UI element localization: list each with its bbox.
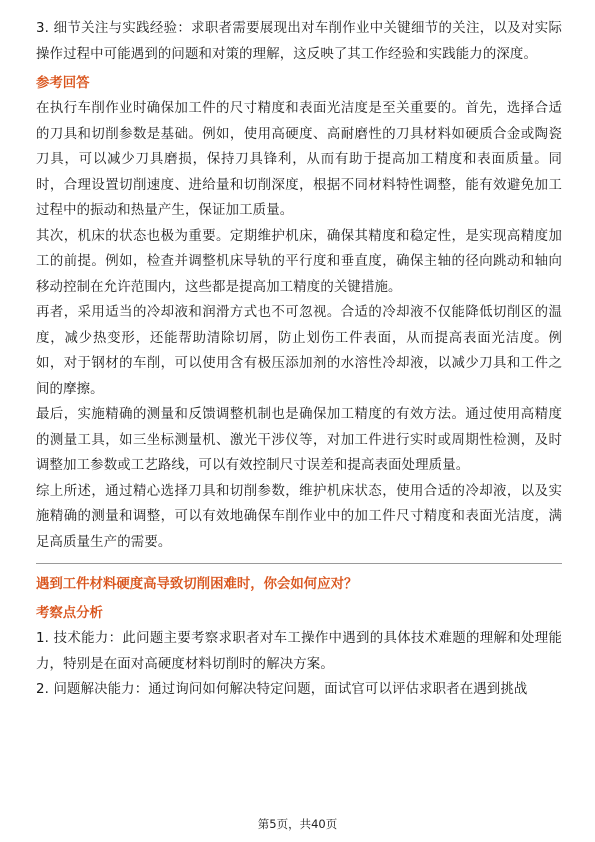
answer-section-title: 参考回答 [36, 76, 90, 91]
analysis-point: 2. 问题解决能力：通过询问如何解决特定问题，面试官可以评估求职者在遇到挑战 [36, 682, 528, 697]
answer-paragraph: 再者，采用适当的冷却液和润滑方式也不可忽视。合适的冷却液不仅能降低切削区的温度，减少热变形，还能帮助清除切屑，防止划伤工件表面，从而提高表面光洁度。例如，对于钢材的车削，可以使用含有极压添加剂的水溶性冷却液，以减少刀具和工件之间的摩擦。 [36, 305, 562, 397]
answer-paragraph: 在执行车削作业时确保加工件的尺寸精度和表面光洁度是至关重要的。首先，选择合适的刀具和切削参数是基础。例如，使用高硬度、高耐磨性的刀具材料如硬质合金或陶瓷刀具，可以减少刀具磨损，保持刀具锋利，从而有助于提高加工精度和表面质量。同时，合理设置切削速度、进给量和切削深度，根据不同材料特性调整，能有效避免加工过程中的振动和热量产生，保证加工质量。 [36, 101, 562, 218]
answer-paragraph: 综上所述，通过精心选择刀具和切削参数，维护机床状态，使用合适的冷却液，以及实施精确的测量和调整，可以有效地确保车削作业中的加工件尺寸精度和表面光洁度，满足高质量生产的需要。 [36, 483, 562, 550]
analysis-point: 1. 技术能力：此问题主要考察求职者对车工操作中遇到的具体技术难题的理解和处理能力，特别是在面对高硬度材料切削时的解决方案。 [36, 631, 562, 672]
answer-paragraph: 其次，机床的状态也极为重要。定期维护机床，确保其精度和稳定性，是实现高精度加工的前提。例如，检查并调整机床导轨的平行度和垂直度，确保主轴的径向跳动和轴向移动控制在允许范围内，这些都是提高加工精度的关键措施。 [36, 228, 562, 295]
page-number: 第5页，共40页 [257, 817, 338, 831]
question-title: 遇到工件材料硬度高导致切削困难时，你会如何应对？ [36, 577, 358, 592]
section-divider [36, 563, 562, 564]
analysis-section-title: 考察点分析 [36, 606, 103, 621]
page-content [36, 16, 562, 703]
answer-paragraph: 最后，实施精确的测量和反馈调整机制也是确保加工精度的有效方法。通过使用高精度的测量工具，如三坐标测量机、激光干涉仪等，对加工件进行实时或周期性检测，及时调整加工参数或工艺路线，可以有效控制尺寸误差和提高表面处理质量。 [36, 407, 562, 473]
intro-point: 3. 细节关注与实践经验：求职者需要展现出对车削作业中关键细节的关注，以及对实际操作过程中可能遇到的问题和对策的理解，这反映了其工作经验和实践能力的深度。 [36, 21, 562, 62]
